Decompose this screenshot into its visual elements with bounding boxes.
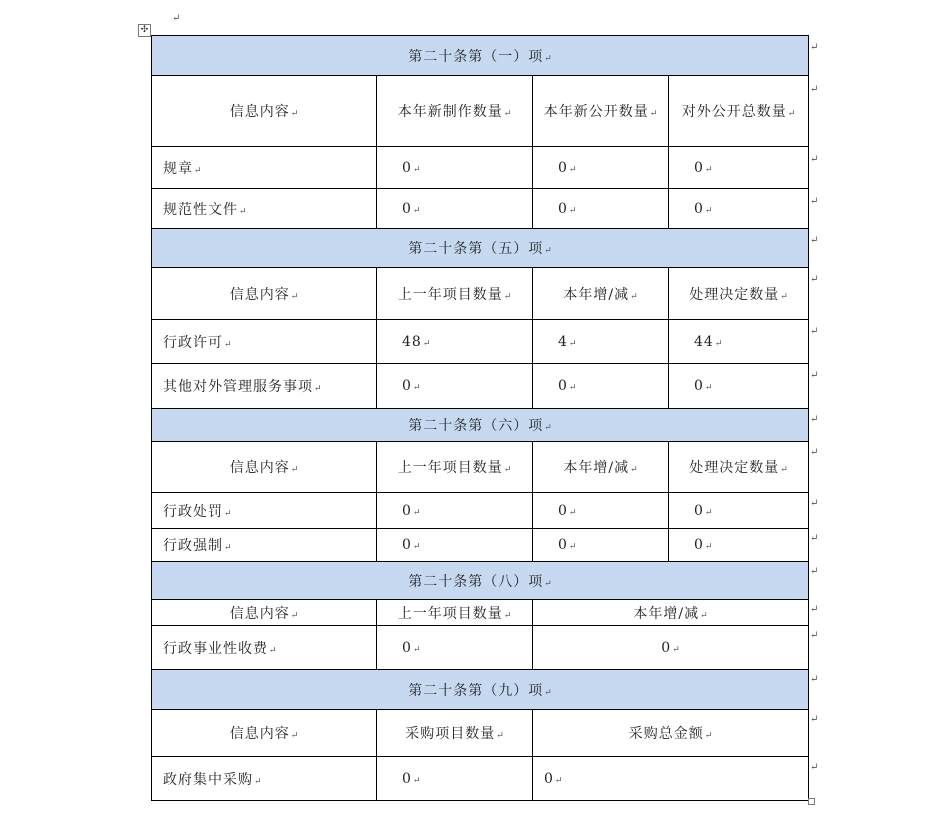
col-header-info: 信息内容 — [229, 286, 290, 303]
col-header: 上一年项目数量 — [397, 605, 503, 622]
paragraph-mark-icon: ↵ — [422, 338, 431, 349]
paragraph-mark-icon: ↵ — [412, 644, 421, 655]
paragraph-mark-icon: ↵ — [649, 109, 658, 119]
paragraph-mark-icon: ↵ — [568, 164, 577, 175]
paragraph-mark-icon: ↵ — [544, 423, 552, 433]
row-end-mark-icon: ↵ — [810, 84, 819, 95]
column-header-row — [152, 710, 809, 757]
paragraph-mark-icon: ↵ — [568, 542, 577, 552]
column-header-row — [152, 600, 809, 626]
cell-value: 0 — [402, 200, 412, 217]
paragraph-mark-icon: ↵ — [290, 465, 299, 475]
paragraph-mark-icon: ↵ — [630, 291, 638, 302]
paragraph-mark-icon: ↵ — [194, 165, 202, 176]
paragraph-mark-icon: ↵ — [290, 109, 299, 119]
paragraph-mark-icon: ↵ — [412, 507, 421, 518]
cell-value: 0 — [544, 770, 554, 787]
cell-value: 0 — [694, 378, 704, 394]
section-header-4 — [152, 562, 809, 600]
row-end-mark-icon: ↵ — [810, 498, 819, 509]
paragraph-mark-icon: ↵ — [172, 13, 181, 24]
row-end-mark-icon: ↵ — [810, 154, 819, 165]
row-label: 行政处罚 — [163, 503, 223, 520]
row-end-mark-icon: ↵ — [810, 42, 819, 53]
paragraph-mark-icon: ↵ — [412, 383, 421, 393]
paragraph-mark-icon: ↵ — [412, 775, 421, 786]
paragraph-mark-icon: ↵ — [254, 776, 262, 787]
cell-value: 0 — [558, 159, 568, 176]
paragraph-mark-icon: ↵ — [704, 507, 713, 518]
paragraph-mark-icon: ↵ — [704, 731, 713, 741]
table-row — [152, 757, 809, 801]
cell-value: 0 — [661, 639, 672, 656]
cell-value: 0 — [402, 378, 412, 394]
col-header: 上一年项目数量 — [397, 286, 503, 303]
col-header-info: 信息内容 — [229, 460, 290, 476]
cell-value: 48 — [402, 333, 422, 350]
row-end-mark-icon: ↵ — [810, 566, 819, 577]
paragraph-mark-icon: ↵ — [704, 383, 713, 393]
paragraph-mark-icon: ↵ — [412, 205, 421, 216]
section-header-5 — [152, 670, 809, 710]
cell-value: 0 — [558, 378, 568, 394]
section-header-3 — [152, 409, 809, 442]
row-label: 行政许可 — [163, 334, 223, 351]
section-title: 第二十条第（五）项 — [408, 241, 544, 257]
paragraph-mark-icon: ↵ — [787, 109, 796, 119]
col-header: 对外公开总数量 — [681, 104, 787, 120]
paragraph-mark-icon: ↵ — [780, 291, 788, 302]
table-resize-handle[interactable] — [808, 798, 815, 805]
cell-value: 0 — [694, 537, 704, 553]
cell-value: 0 — [402, 502, 412, 519]
paragraph-mark-icon: ↵ — [224, 543, 232, 553]
paragraph-mark-icon: ↵ — [224, 508, 232, 519]
paragraph-mark-icon: ↵ — [290, 731, 299, 741]
paragraph-mark-icon: ↵ — [496, 731, 504, 741]
row-end-mark-icon: ↵ — [810, 326, 819, 337]
col-header: 本年增/减 — [633, 605, 700, 622]
paragraph-mark-icon: ↵ — [412, 164, 421, 175]
paragraph-mark-icon: ↵ — [700, 610, 708, 621]
paragraph-mark-icon: ↵ — [314, 384, 322, 394]
paragraph-mark-icon: ↵ — [630, 465, 638, 475]
paragraph-mark-icon: ↵ — [568, 205, 577, 216]
row-end-mark-icon: ↵ — [810, 447, 819, 458]
paragraph-mark-icon: ↵ — [544, 246, 552, 256]
paragraph-mark-icon: ↵ — [290, 291, 299, 302]
cell-value: 0 — [694, 159, 704, 176]
section-header-1 — [152, 36, 809, 76]
paragraph-mark-icon: ↵ — [290, 610, 299, 621]
row-label: 规章 — [163, 160, 193, 177]
section-title: 第二十条第（一）项 — [408, 48, 544, 65]
paragraph-mark-icon: ↵ — [412, 542, 421, 552]
row-label: 规范性文件 — [163, 201, 238, 218]
col-header: 采购项目数量 — [405, 726, 496, 742]
row-end-mark-icon: ↵ — [810, 370, 819, 381]
col-header: 上一年项目数量 — [397, 460, 503, 476]
paragraph-mark-icon: ↵ — [568, 507, 577, 518]
paragraph-mark-icon: ↵ — [269, 645, 277, 656]
cell-value: 0 — [694, 502, 704, 519]
row-end-mark-icon: ↵ — [810, 196, 819, 207]
paragraph-mark-icon: ↵ — [503, 465, 512, 475]
row-end-mark-icon: ↵ — [810, 414, 819, 425]
row-label: 行政事业性收费 — [163, 640, 268, 657]
column-header-row — [152, 268, 809, 320]
table-row — [152, 364, 809, 409]
row-end-mark-icon: ↵ — [810, 674, 819, 685]
column-header-row — [152, 76, 809, 147]
row-end-mark-icon: ↵ — [810, 274, 819, 285]
paragraph-mark-icon: ↵ — [704, 205, 713, 216]
col-header: 本年增/减 — [563, 286, 630, 303]
col-header: 处理决定数量 — [689, 460, 780, 476]
table-row — [152, 189, 809, 229]
cell-value: 0 — [558, 502, 568, 519]
row-label: 其他对外管理服务事项 — [163, 379, 313, 395]
cell-value: 0 — [558, 537, 568, 553]
col-header-info: 信息内容 — [229, 726, 290, 742]
paragraph-mark-icon: ↵ — [704, 164, 713, 175]
cell-value: 0 — [402, 639, 412, 656]
cell-value: 4 — [558, 333, 568, 350]
col-header: 本年新制作数量 — [397, 104, 503, 120]
cell-value: 44 — [694, 333, 714, 350]
paragraph-mark-icon: ↵ — [714, 338, 723, 349]
table-row — [152, 320, 809, 364]
paragraph-mark-icon: ↵ — [780, 465, 788, 475]
paragraph-mark-icon: ↵ — [568, 383, 577, 393]
table-move-handle-icon[interactable]: ✣ — [138, 24, 151, 37]
cell-value: 0 — [694, 200, 704, 217]
disclosure-table — [151, 35, 809, 801]
table-row — [152, 493, 809, 529]
col-header-info: 信息内容 — [229, 605, 290, 622]
paragraph-mark-icon: ↵ — [568, 338, 577, 349]
paragraph-mark-icon: ↵ — [224, 339, 232, 350]
paragraph-mark-icon: ↵ — [544, 53, 552, 64]
row-label: 政府集中采购 — [163, 771, 253, 788]
paragraph-mark-icon: ↵ — [503, 610, 512, 621]
section-title: 第二十条第（八）项 — [408, 573, 544, 590]
col-header: 采购总金额 — [628, 726, 704, 742]
cell-value: 0 — [402, 770, 412, 787]
row-end-mark-icon: ↵ — [810, 630, 819, 641]
section-title: 第二十条第（六）项 — [408, 418, 544, 434]
cell-value: 0 — [402, 537, 412, 553]
row-label: 行政强制 — [163, 538, 223, 554]
paragraph-mark-icon: ↵ — [503, 109, 512, 119]
section-header-2 — [152, 229, 809, 268]
section-title: 第二十条第（九）项 — [408, 682, 544, 699]
row-end-mark-icon: ↵ — [810, 235, 819, 246]
paragraph-mark-icon: ↵ — [239, 206, 247, 217]
paragraph-mark-icon: ↵ — [544, 578, 552, 589]
table-row — [152, 626, 809, 670]
col-header: 本年新公开数量 — [543, 104, 649, 120]
row-end-mark-icon: ↵ — [810, 604, 819, 615]
row-end-mark-icon: ↵ — [810, 714, 819, 725]
cell-value: 0 — [558, 200, 568, 217]
col-header: 处理决定数量 — [689, 286, 780, 303]
table-row — [152, 529, 809, 562]
paragraph-mark-icon: ↵ — [704, 542, 713, 552]
col-header: 本年增/减 — [563, 460, 630, 476]
paragraph-mark-icon: ↵ — [554, 775, 563, 786]
paragraph-mark-icon: ↵ — [544, 687, 552, 698]
paragraph-mark-icon: ↵ — [672, 644, 680, 655]
table-row — [152, 147, 809, 189]
column-header-row — [152, 442, 809, 493]
cell-value: 0 — [402, 159, 412, 176]
row-end-mark-icon: ↵ — [810, 533, 819, 544]
paragraph-mark-icon: ↵ — [503, 291, 512, 302]
col-header-info: 信息内容 — [229, 104, 290, 120]
row-end-mark-icon: ↵ — [810, 762, 819, 773]
